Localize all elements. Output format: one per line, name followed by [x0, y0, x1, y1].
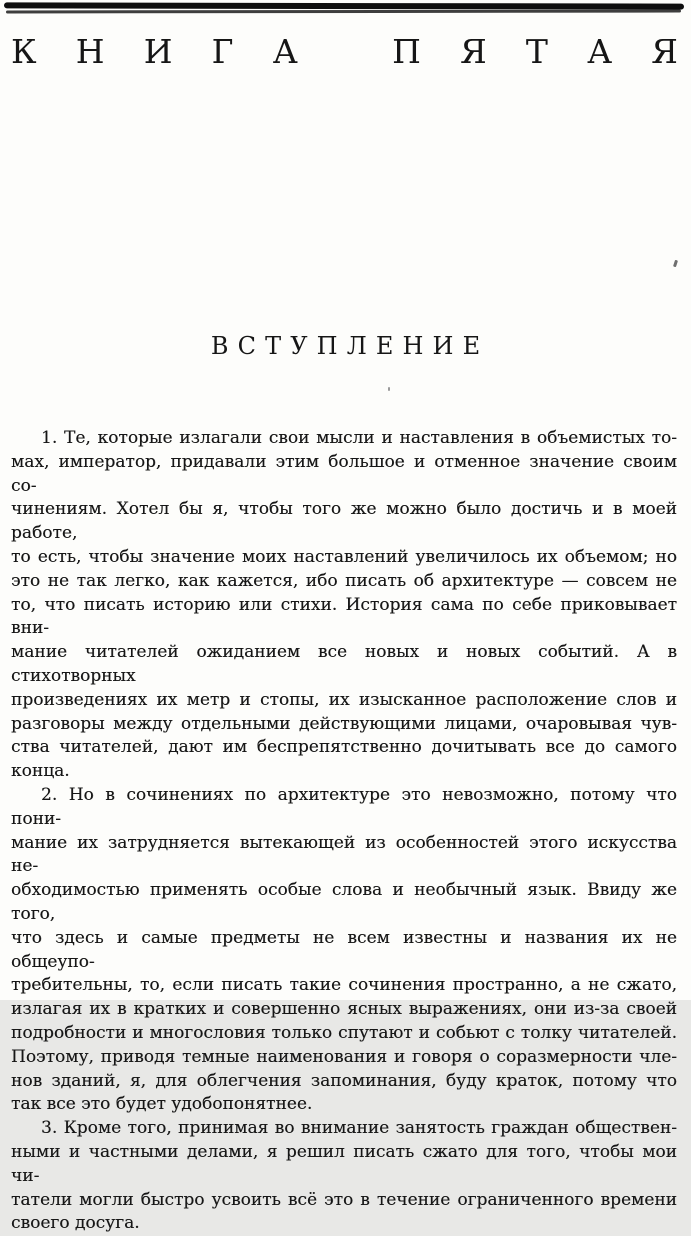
title-letter: Я [460, 32, 487, 71]
title-letter: П [392, 32, 421, 71]
text-line: татели могли быстро усвоить всё это в течение ограниченного времени [11, 1189, 677, 1210]
title-letter: К [11, 32, 37, 71]
text-line: это не так легко, как кажется, ибо писать об архитектуре — совсем не [11, 570, 677, 591]
text-line: мание их затрудняется вытекающей из особенностей этого искусства не- [11, 832, 677, 877]
text-line: что здесь и самые предметы не всем известны и названия их не общеупо- [11, 927, 677, 972]
scan-speck [673, 260, 678, 268]
title-letter: Т [525, 32, 548, 71]
title-letter: Н [75, 32, 105, 71]
text-line: чинениям. Хотел бы я, чтобы того же можно было достичь и в моей работе, [11, 499, 677, 544]
scan-speck [388, 387, 390, 391]
text-line: ными и частными делами, я решил писать сжато для того, чтобы мои чи- [11, 1141, 677, 1186]
text-line: ства читателей, дают им беспрепятственно дочитывать все до самого конца. [11, 737, 677, 782]
text-line: то есть, чтобы значение моих наставлений увеличилось их объемом; но [11, 546, 677, 567]
title-letter: А [272, 32, 298, 71]
text-line: мах, император, придавали этим большое и отменное значение своим со- [11, 451, 677, 496]
scan-edge-smudge [4, 2, 684, 9]
title-letter: Г [211, 32, 234, 71]
title-letter: А [587, 32, 613, 71]
paragraph [11, 427, 677, 784]
paragraph [11, 784, 677, 1117]
section-title: ВСТУПЛЕНИЕ [210, 332, 490, 360]
paragraph [11, 1117, 677, 1236]
text-line: нов зданий, я, для облегчения запоминания, буду краток, потому что [11, 1070, 677, 1091]
text-line: то, что писать историю или стихи. История сама по себе приковывает вни- [11, 594, 677, 639]
text-line: 2. Но в сочинениях по архитектуре это невозможно, потому что пони- [11, 784, 677, 829]
text-line: так все это будет удобопонятнее. [11, 1094, 313, 1115]
text-line: 1. Те, которые излагали свои мысли и наставления в объемистых то- [41, 428, 677, 448]
text-line: разговоры между отдельными действующими лицами, очаровывая чув- [11, 713, 677, 734]
text-line: обходимостью применять особые слова и необычный язык. Ввиду же того, [11, 880, 677, 924]
title-letter: И [143, 32, 173, 71]
text-line: подробности и многословия только спутают и собьют с толку читателей. [11, 1022, 677, 1043]
text-line: излагая их в кратких и совершенно ясных выражениях, они из-за своей [11, 999, 677, 1020]
text-line: 3. Кроме того, принимая во внимание занятость граждан обществен- [41, 1118, 677, 1139]
text-line: требительны, то, если писать такие сочинения пространно, а не сжато, [11, 975, 677, 996]
text-line: мание читателей ожиданием все новых и новых событий. А в стихотворных [11, 642, 677, 686]
text-line: своего досуга. [11, 1213, 140, 1234]
title-letter: Я [651, 32, 678, 71]
text-line: Поэтому, приводя темные наименования и говоря о соразмерности чле- [11, 1046, 677, 1067]
text-line: произведениях их метр и стопы, их изысканное расположение слов и [11, 689, 677, 710]
scan-edge-smudge-thin [6, 10, 681, 14]
title-letter [337, 35, 353, 70]
book-title [11, 32, 678, 71]
body-text [11, 427, 677, 1236]
